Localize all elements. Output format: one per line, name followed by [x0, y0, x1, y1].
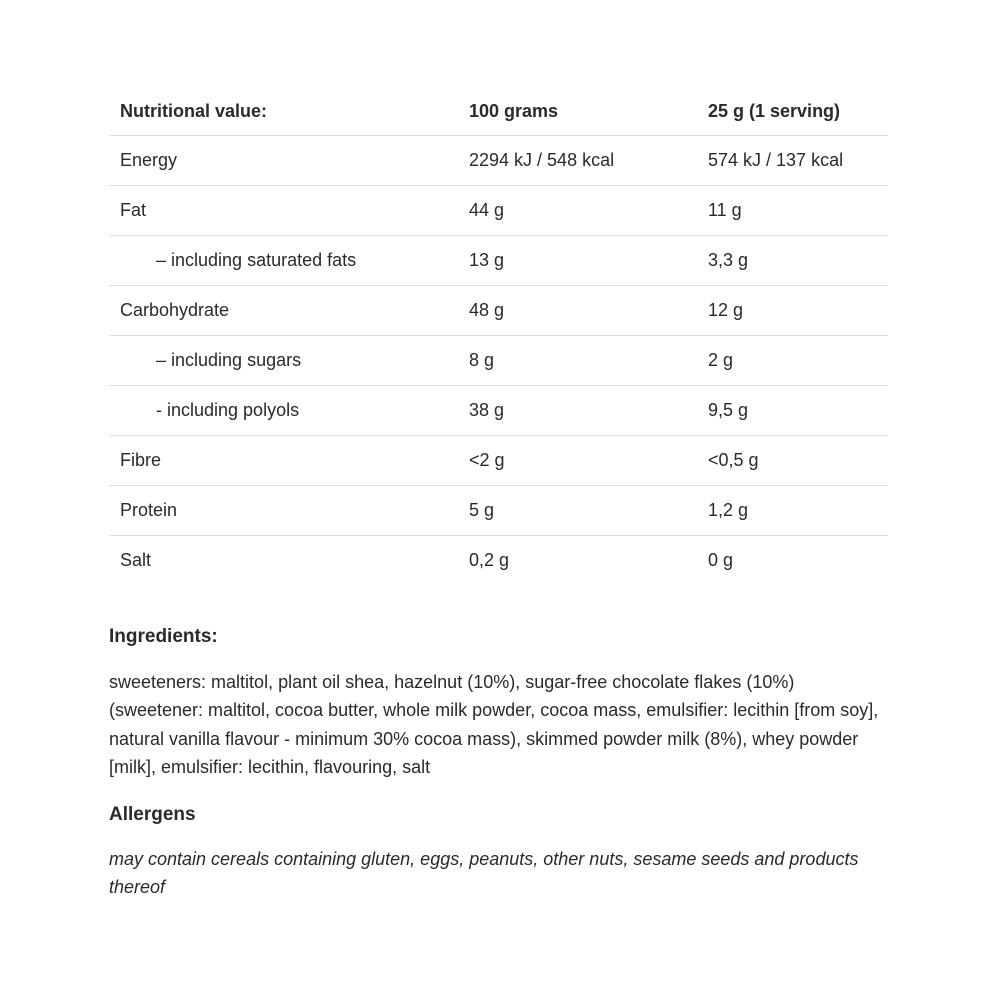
- value-per-serving: 9,5 g: [697, 386, 888, 436]
- value-per-100g: <2 g: [458, 436, 697, 486]
- value-per-100g: 2294 kJ / 548 kcal: [458, 136, 697, 186]
- table-row: [109, 536, 888, 586]
- value-per-serving: <0,5 g: [697, 436, 888, 486]
- value-per-100g: 8 g: [458, 336, 697, 386]
- table-row: [109, 286, 888, 336]
- value-per-100g: 38 g: [458, 386, 697, 436]
- nutrient-name: – including saturated fats: [109, 236, 458, 286]
- value-per-serving: 11 g: [697, 186, 888, 236]
- nutrient-name: – including sugars: [109, 336, 458, 386]
- allergens-heading: Allergens: [109, 804, 196, 825]
- table-row: [109, 386, 888, 436]
- value-per-100g: 5 g: [458, 486, 697, 536]
- table-row: [109, 486, 888, 536]
- value-per-100g: 0,2 g: [469, 550, 510, 570]
- nutrient-name: Fibre: [109, 436, 458, 486]
- nutrition-table: [109, 87, 888, 585]
- table-row: [109, 436, 888, 486]
- table-row: [109, 236, 888, 286]
- value-per-serving: 3,3 g: [697, 236, 888, 286]
- nutrient-name: Protein: [109, 486, 458, 536]
- value-per-serving: 574 kJ / 137 kcal: [697, 136, 888, 186]
- value-per-serving: 0 g: [708, 550, 734, 570]
- nutrient-name: - including polyols: [109, 386, 458, 436]
- value-per-100g: 44 g: [458, 186, 697, 236]
- value-per-serving: 1,2 g: [697, 486, 888, 536]
- value-per-serving: 2 g: [697, 336, 888, 386]
- nutrient-name: Salt: [120, 550, 152, 570]
- allergens-text: may contain cereals containing gluten, eggs, peanuts, other nuts, sesame seeds and products thereof: [109, 849, 859, 898]
- ingredients-heading: Ingredients:: [109, 626, 218, 647]
- nutrient-name: Carbohydrate: [109, 286, 458, 336]
- value-per-100g: 48 g: [458, 286, 697, 336]
- value-per-serving: 12 g: [697, 286, 888, 336]
- nutrient-name: Fat: [109, 186, 458, 236]
- nutrient-name: Energy: [109, 136, 458, 186]
- header-100-grams: 100 grams: [458, 87, 697, 136]
- table-row: [109, 186, 888, 236]
- ingredients-text: sweeteners: maltitol, plant oil shea, hazelnut (10%), sugar-free chocolate flakes (10%) (sweetener: maltitol, cocoa butter, whole milk powder, cocoa mass, emulsifier: lecithin [from soy], natural vanilla flavour - minimum 30% cocoa mass), skimmed powder milk (8%), whey powder [milk], emulsifier: lecithin, flavouring, salt: [109, 672, 879, 778]
- table-header-row: [109, 87, 888, 136]
- value-per-100g: 13 g: [458, 236, 697, 286]
- table-row: [109, 136, 888, 186]
- table-row: [109, 336, 888, 386]
- header-serving: 25 g (1 serving): [697, 87, 888, 136]
- header-nutritional-value: Nutritional value:: [109, 87, 458, 136]
